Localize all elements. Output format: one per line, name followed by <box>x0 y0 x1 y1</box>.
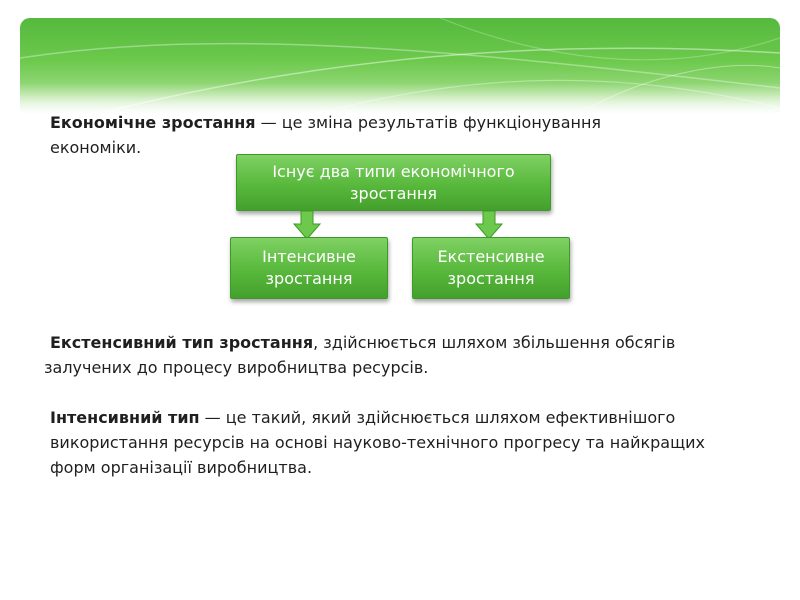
diagram-left-box <box>230 237 388 299</box>
extensive-text: , здійснюється шляхом збільшення обсягів залучених до процесу виробництва ресурсів. <box>44 333 676 377</box>
extensive-term: Екстенсивний тип зростання <box>50 333 314 352</box>
banner-fade <box>20 83 780 113</box>
extensive-paragraph <box>44 330 694 380</box>
definition-term: Економічне зростання <box>50 113 256 132</box>
diagram-right-box <box>412 237 570 299</box>
intensive-term: Інтенсивний тип <box>50 408 200 427</box>
arrow-down-left-icon <box>293 210 321 240</box>
diagram-top-box <box>236 154 551 211</box>
diagram-top-box-label: Існує два типи економічного зростання <box>272 161 515 203</box>
intensive-paragraph <box>50 405 740 480</box>
definition-paragraph <box>50 110 690 160</box>
header-banner <box>20 18 780 113</box>
diagram-right-box-label: Екстенсивне зростання <box>437 247 545 288</box>
arrow-down-right-icon <box>475 210 503 240</box>
intensive-text: — це такий, який здійснюється шляхом ефективнішого використання ресурсів на основі науково-технічного прогресу та найкращих форм організації виробництва. <box>50 408 706 477</box>
diagram-left-box-label: Інтенсивне зростання <box>262 247 356 288</box>
definition-dash: — <box>255 113 282 132</box>
definition-text: це зміна результатів функціонування економіки. <box>50 113 602 157</box>
